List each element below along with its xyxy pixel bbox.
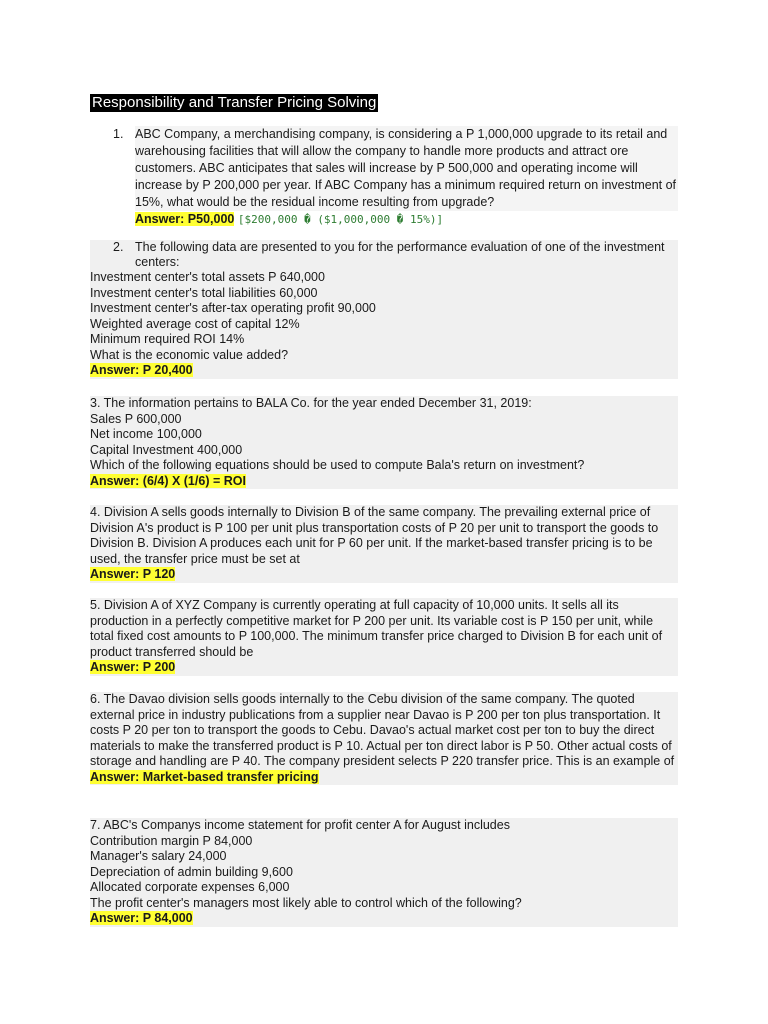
question-3 <box>90 396 678 489</box>
answer-highlight: Answer: P 120 <box>90 567 176 581</box>
data-line: Manager's salary 24,000 <box>90 849 227 863</box>
data-line: Investment center's total assets P 640,000 <box>90 270 325 284</box>
question-2-data <box>90 270 678 379</box>
question-text: 5. Division A of XYZ Company is currently operating at full capacity of 10,000 units. It sells all its production in a perfectly competitive market for P 200 per unit. Its variable cost is P 150 per unit, while total fixed cost amounts to P 100,000. The minimum transfer price charged to Division B for each unit of product transferred should be <box>90 598 663 659</box>
question-2-header <box>90 240 678 270</box>
answer-highlight: Answer: P 200 <box>90 660 176 674</box>
data-line: Net income 100,000 <box>90 427 202 441</box>
data-line: Investment center's total liabilities 60,000 <box>90 285 318 300</box>
answer-highlight: Answer: P 20,400 <box>90 363 193 377</box>
question-5 <box>90 598 678 676</box>
question-text: 4. Division A sells goods internally to Division B of the same company. The prevailing external price of Division A's product is P 100 per unit plus transportation costs of P 20 per unit to transport the goods to Division B. Division A produces each unit for P 60 per unit. If the market-based transfer pricing is to be used, the transfer price must be set at <box>90 505 659 566</box>
answer-highlight: Answer: P50,000 <box>135 212 235 226</box>
data-line: Minimum required ROI 14% <box>90 332 245 346</box>
answer-highlight: Answer: P 84,000 <box>90 911 193 925</box>
data-line: Contribution margin P 84,000 <box>90 833 253 848</box>
data-line: What is the economic value added? <box>90 347 289 362</box>
question-text: The following data are presented to you for the performance evaluation of one of the investment centers: <box>135 240 665 269</box>
data-line: 7. ABC's Companys income statement for profit center A for August includes <box>90 818 510 832</box>
answer-highlight: Answer: Market-based transfer pricing <box>90 769 319 784</box>
data-line: Sales P 600,000 <box>90 411 182 426</box>
answer-line <box>135 211 678 228</box>
data-line: Which of the following equations should be used to compute Bala's return on investment? <box>90 458 585 472</box>
question-number: 1. <box>113 127 124 141</box>
question-1 <box>113 126 678 228</box>
data-line: Depreciation of admin building 9,600 <box>90 864 293 879</box>
data-line: Allocated corporate expenses 6,000 <box>90 880 290 894</box>
question-text: ABC Company, a merchandising company, is considering a P 1,000,000 upgrade to its retail and warehousing facilities that will allow the company to handle more products and attract ore customers. ABC anticipates that sales will increase by P 500,000 and operating income will increase by P 200,000 per year. If ABC Company has a minimum required return on investment of 15%, what would be the residual income resulting from upgrade? <box>135 127 677 209</box>
data-line: Capital Investment 400,000 <box>90 442 243 457</box>
data-line: Investment center's after-tax operating profit 90,000 <box>90 301 376 315</box>
answer-formula: [$200,000 � ($1,000,000 � 15%)] <box>237 213 444 226</box>
document-title: Responsibility and Transfer Pricing Solving <box>92 94 377 111</box>
data-line: The profit center's managers most likely able to control which of the following? <box>90 895 522 910</box>
data-line: 3. The information pertains to BALA Co. for the year ended December 31, 2019: <box>90 396 532 410</box>
question-number: 2. <box>113 240 124 254</box>
answer-highlight: Answer: (6/4) X (1/6) = ROI <box>90 473 246 488</box>
question-7 <box>90 818 678 927</box>
data-line: Weighted average cost of capital 12% <box>90 316 300 331</box>
question-4 <box>90 505 678 583</box>
question-6 <box>90 692 678 785</box>
question-text: 6. The Davao division sells goods internally to the Cebu division of the same company. The quoted external price in industry publications from a supplier near Davao is P 200 per ton plus transportation. It costs P 20 per ton to transport the goods to Cebu. Davao's actual market cost per ton to buy the direct materials to make the transferred product is P 10. Actual per ton direct labor is P 50. Other actual costs of storage and handling are P 40. The company president selects P 220 transfer price. This is an example of <box>90 692 675 768</box>
